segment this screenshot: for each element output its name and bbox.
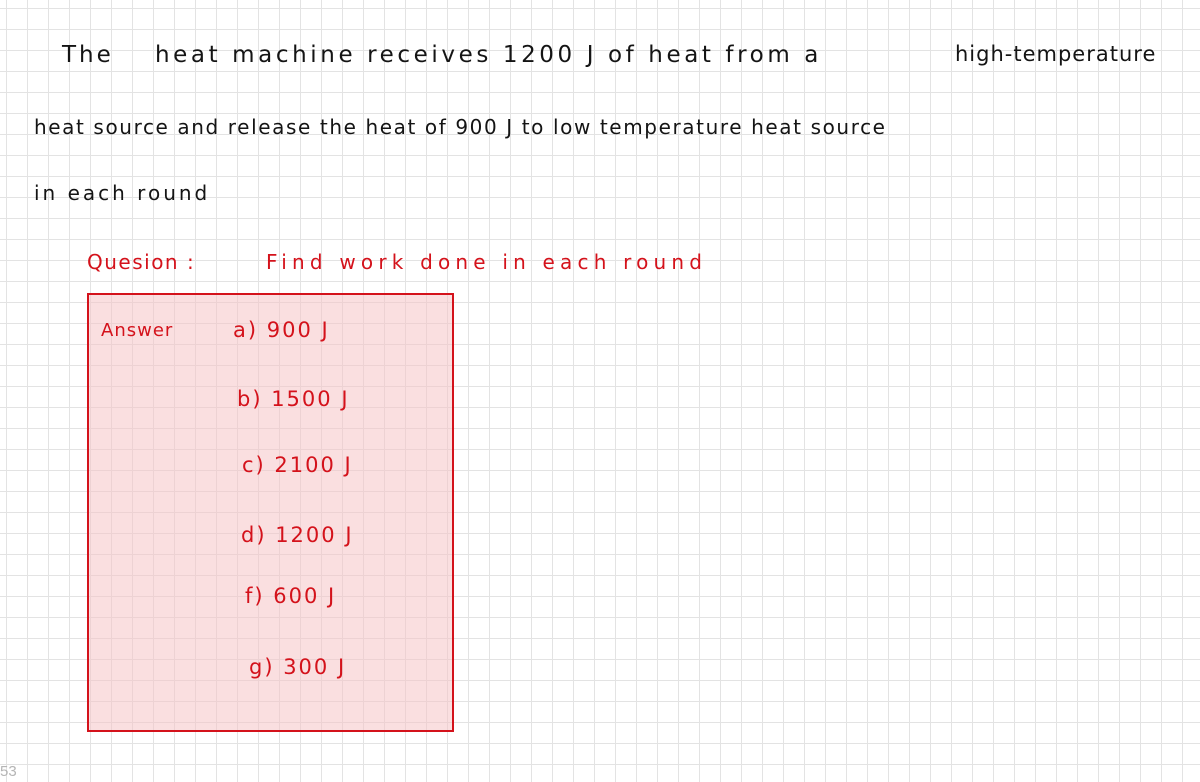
answer-label: Answer [101, 320, 174, 341]
problem-line-1: heat machine receives 1200 J of heat from a [155, 42, 822, 68]
answer-option-b: b) 1500 J [237, 387, 350, 411]
answer-option-c: c) 2100 J [242, 453, 353, 477]
answer-option-f: f) 600 J [245, 584, 337, 608]
problem-line-1-lead: The [62, 42, 114, 68]
problem-line-3: in each round [34, 181, 211, 205]
answer-option-a: a) 900 J [233, 318, 330, 342]
problem-line-2: heat source and release the heat of 900 J to low temperature heat source [34, 115, 887, 139]
question-label: Quesion : [87, 250, 196, 274]
problem-line-1-tail: high-temperature [955, 42, 1157, 66]
answer-box [87, 293, 454, 732]
answer-option-g: g) 300 J [249, 655, 347, 679]
question-text: Find work done in each round [266, 250, 708, 274]
answer-option-d: d) 1200 J [241, 523, 354, 547]
page-number: 53 [0, 763, 17, 780]
